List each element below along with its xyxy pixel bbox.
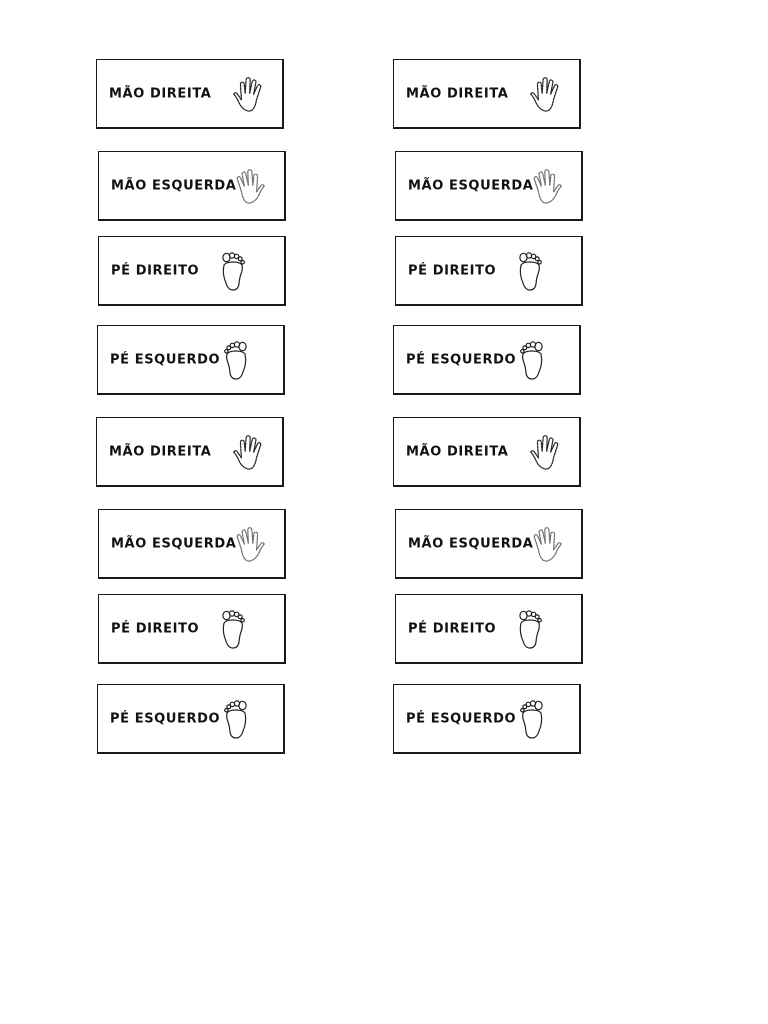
right-hand-icon (231, 75, 265, 113)
card-pe-direito (98, 594, 286, 664)
card-mao-esquerda (395, 509, 583, 579)
card-label: PÉ ESQUERDO (406, 711, 517, 726)
left-foot-icon (222, 339, 252, 381)
right-hand-icon (528, 433, 562, 471)
card-label: MÃO ESQUERDA (408, 178, 534, 193)
card-label: PÉ ESQUERDO (110, 352, 221, 367)
card-label: MÃO DIREITA (109, 86, 212, 101)
right-foot-icon (217, 250, 247, 292)
card-label: PÉ ESQUERDO (110, 711, 221, 726)
card-label: PÉ DIREITO (408, 621, 497, 636)
right-foot-icon (217, 608, 247, 650)
card-pe-direito (395, 236, 583, 306)
card-mao-direita (393, 59, 581, 129)
card-label: MÃO DIREITA (406, 444, 509, 459)
left-foot-icon (222, 698, 252, 740)
card-label: PÉ DIREITO (111, 621, 200, 636)
left-hand-icon (530, 167, 564, 205)
card-pe-direito (395, 594, 583, 664)
right-foot-icon (514, 608, 544, 650)
card-label: PÉ DIREITO (408, 263, 497, 278)
card-mao-direita (393, 417, 581, 487)
card-label: MÃO ESQUERDA (111, 178, 237, 193)
card-pe-esquerdo (97, 325, 285, 395)
card-pe-esquerdo (97, 684, 285, 754)
card-mao-direita (96, 417, 284, 487)
card-mao-direita (96, 59, 284, 129)
card-pe-esquerdo (393, 325, 581, 395)
left-foot-icon (518, 339, 548, 381)
card-label: MÃO ESQUERDA (408, 536, 534, 551)
card-pe-direito (98, 236, 286, 306)
card-label: MÃO DIREITA (109, 444, 212, 459)
card-mao-esquerda (98, 151, 286, 221)
card-label: PÉ ESQUERDO (406, 352, 517, 367)
right-foot-icon (514, 250, 544, 292)
card-mao-esquerda (98, 509, 286, 579)
right-hand-icon (528, 75, 562, 113)
right-hand-icon (231, 433, 265, 471)
card-label: MÃO DIREITA (406, 86, 509, 101)
card-label: MÃO ESQUERDA (111, 536, 237, 551)
card-mao-esquerda (395, 151, 583, 221)
left-hand-icon (530, 525, 564, 563)
card-label: PÉ DIREITO (111, 263, 200, 278)
left-hand-icon (233, 525, 267, 563)
left-hand-icon (233, 167, 267, 205)
card-pe-esquerdo (393, 684, 581, 754)
left-foot-icon (518, 698, 548, 740)
